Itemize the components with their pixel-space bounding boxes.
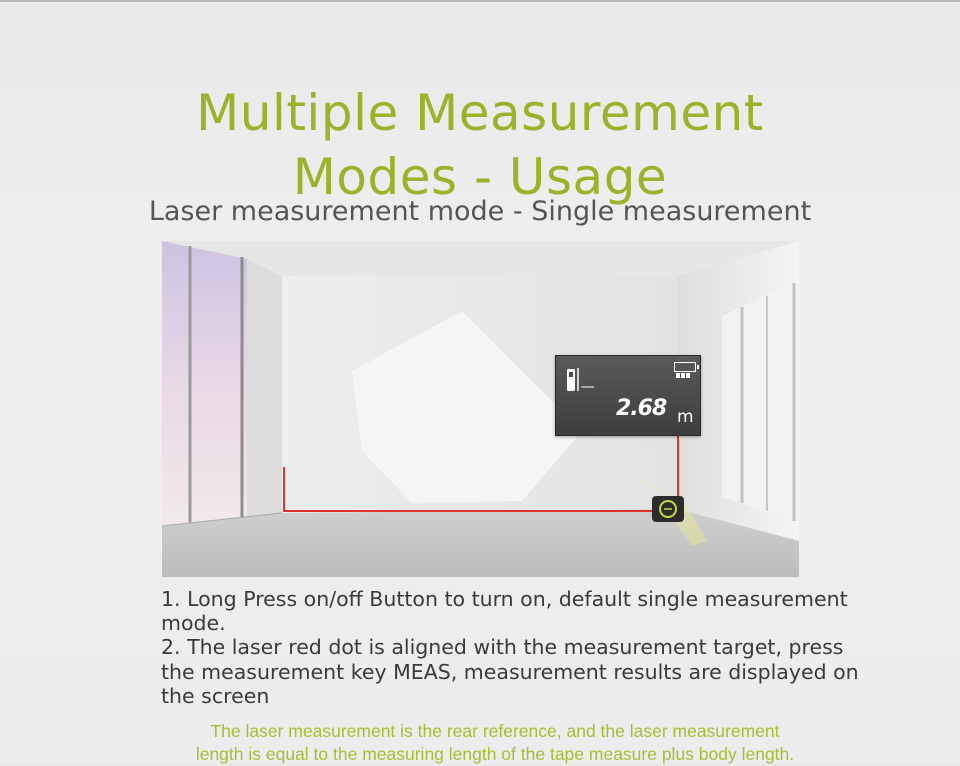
- note-line-1: The laser measurement is the rear reference, and the laser measurement: [210, 721, 780, 741]
- device-display: [555, 355, 701, 436]
- page-title-line-1: Multiple Measurement: [196, 83, 764, 142]
- page-subtitle: Laser measurement mode - Single measurement: [148, 196, 812, 227]
- note-line-2: length is equal to the measuring length of the tape measure plus body length.: [195, 744, 795, 764]
- reference-note: [0, 720, 960, 766]
- measurement-unit: m: [677, 407, 694, 427]
- laser-mode-icon: [566, 365, 596, 399]
- usage-instructions: [161, 587, 861, 708]
- top-divider: [0, 0, 960, 2]
- measurement-value: 2.68: [616, 396, 667, 421]
- room-illustration: [162, 241, 799, 577]
- page-title-line-2: Modes - Usage: [292, 147, 668, 206]
- instruction-step-1: 1. Long Press on/off Button to turn on, default single measurement mode.: [161, 587, 848, 636]
- battery-full-icon: [674, 362, 696, 372]
- instruction-step-2: 2. The laser red dot is aligned with the measurement target, press the measurement key MEAS, measurement results are displayed on the screen: [161, 635, 859, 708]
